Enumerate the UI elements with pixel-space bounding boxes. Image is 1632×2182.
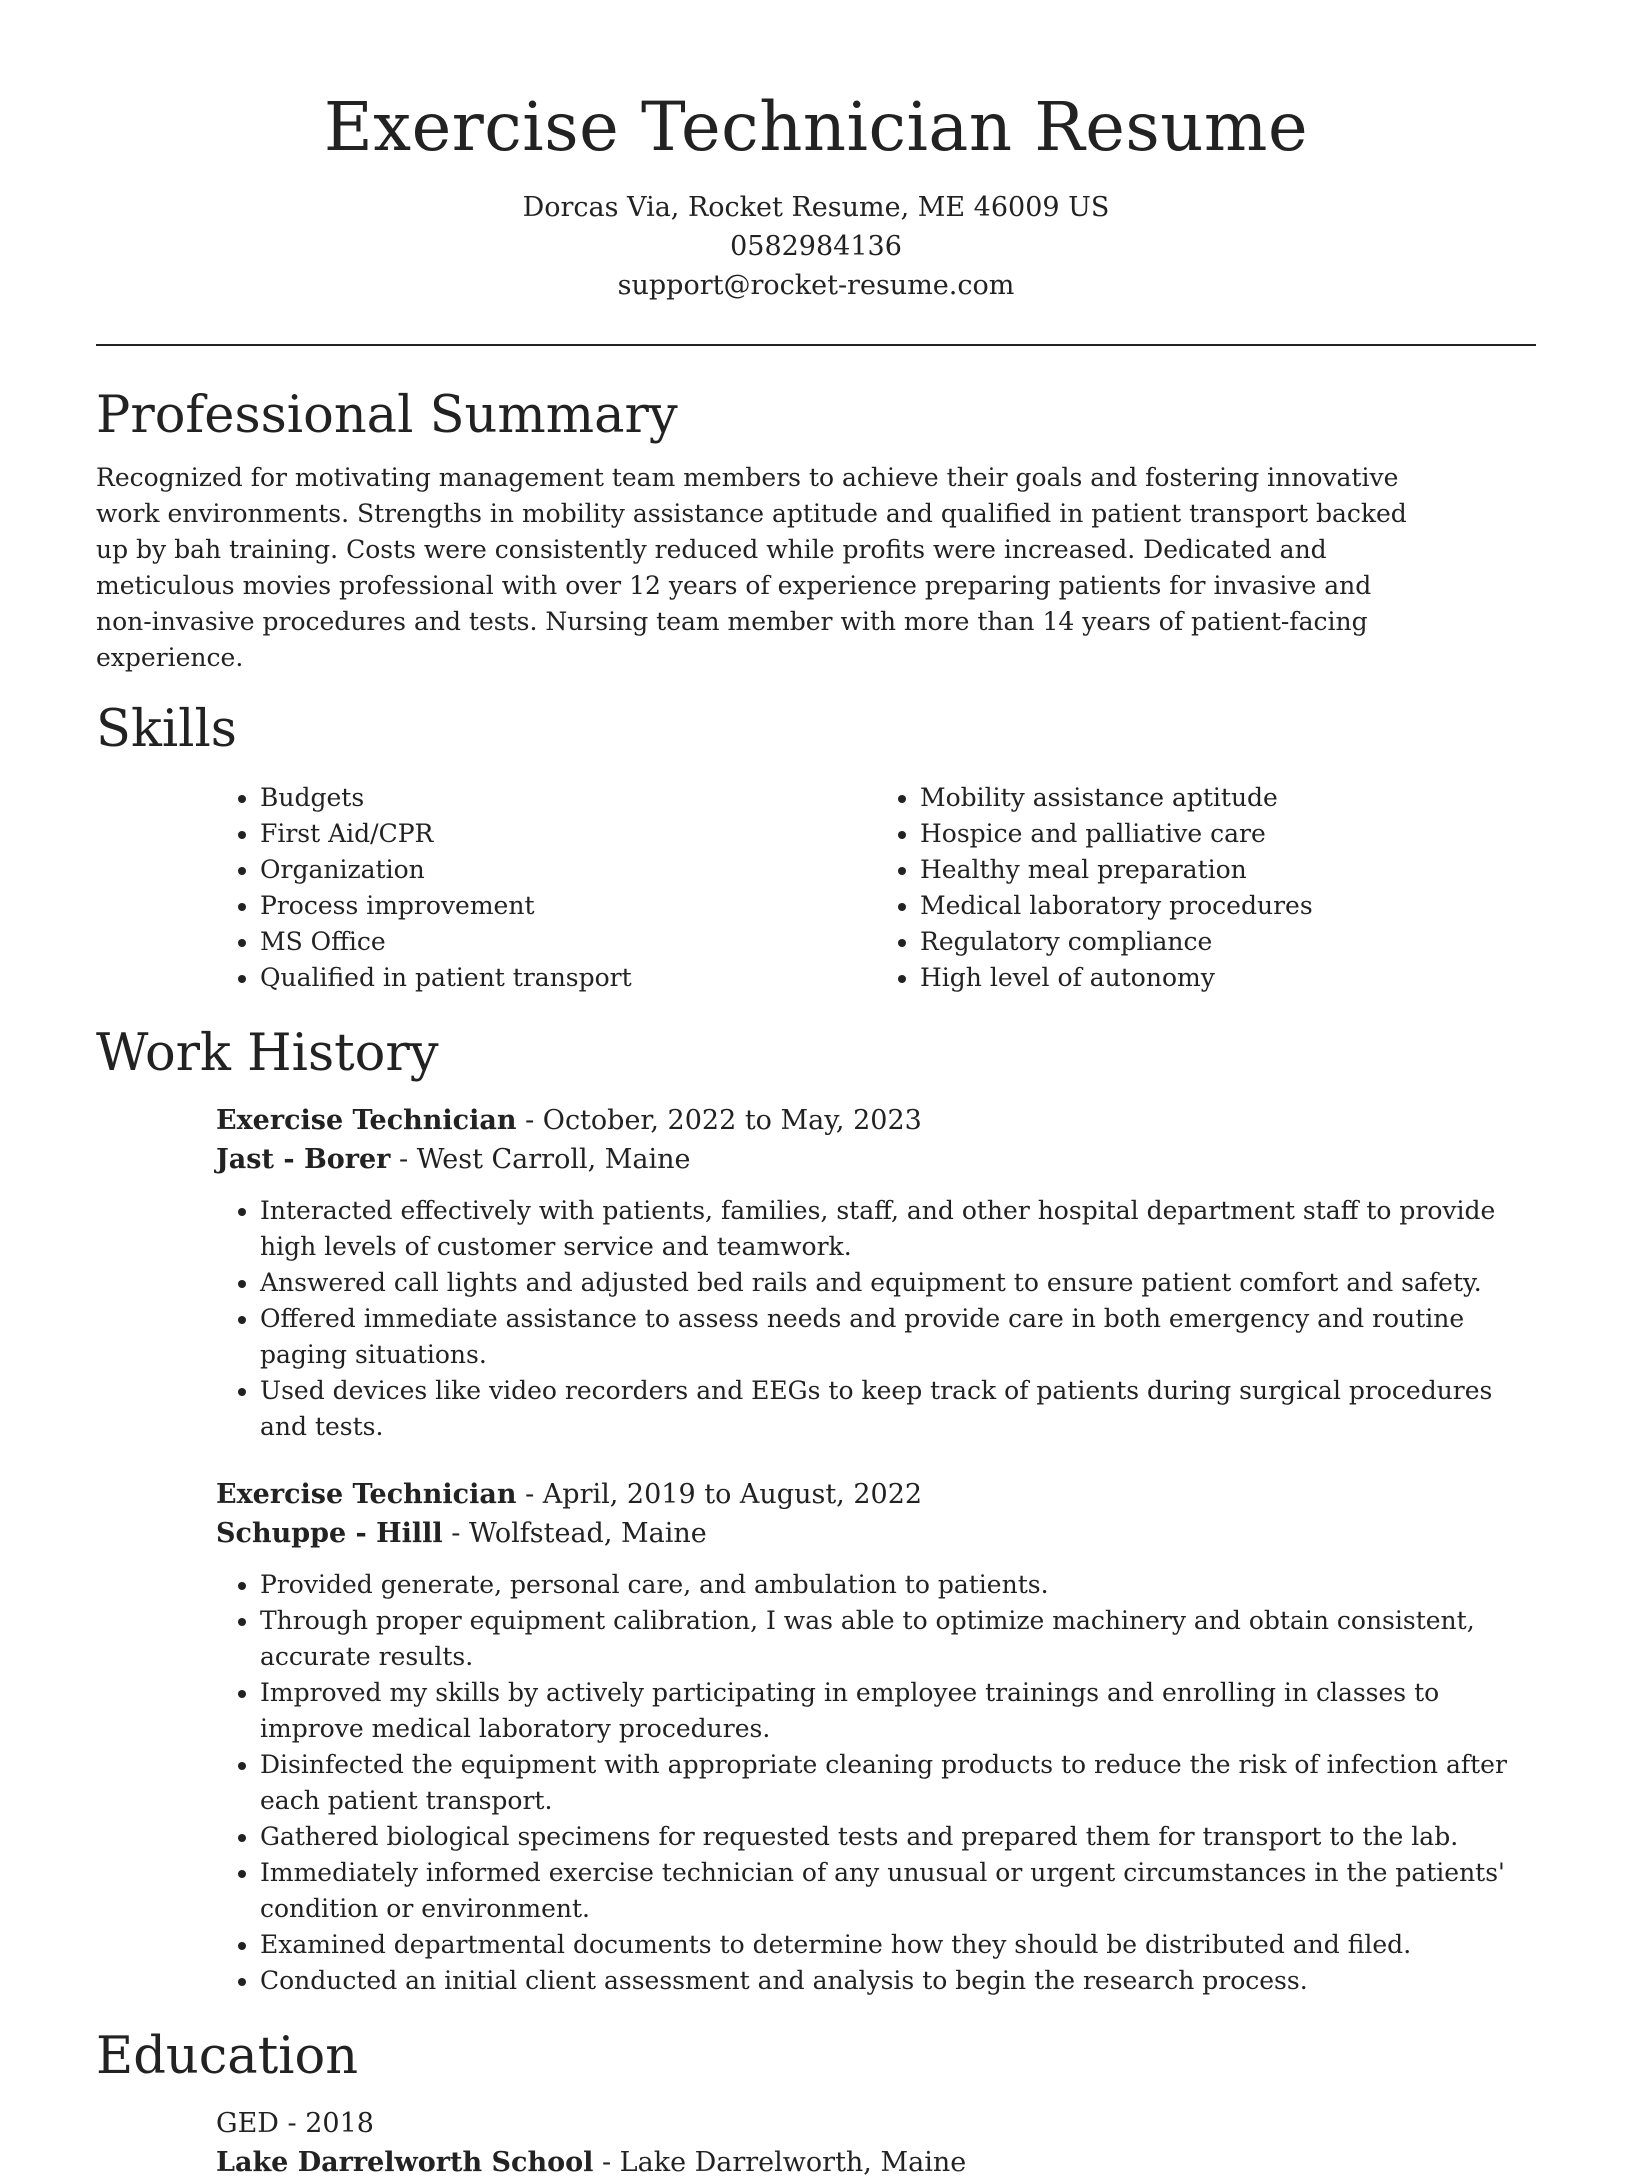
contact-phone: 0582984136 bbox=[730, 231, 902, 262]
education-location: - Lake Darrelworth, Maine bbox=[593, 2147, 967, 2178]
summary-text: Recognized for motivating management team members to achieve their goals and fostering innovative work environments. Strengths in mobility assistance aptitude and qualified in patient transport backed up by bah training. Costs were consistently reduced while profits were increased. Dedicated and meticulous movies professional with over 12 years of experience preparing patients for invasive and non-invasive procedures and tests. Nursing team member with more than 14 years of patient-facing experience. bbox=[96, 463, 1407, 672]
education-section bbox=[96, 2025, 1536, 2182]
skill-item: • Mobility assistance aptitude bbox=[920, 780, 1536, 816]
job-bullet: • Immediately informed exercise technician of any unusual or urgent circumstances in the patients' condition or environment. bbox=[260, 1855, 1536, 1927]
header-divider bbox=[96, 344, 1536, 346]
summary-section bbox=[96, 384, 1536, 676]
skill-item: • Budgets bbox=[260, 780, 876, 816]
job-company-line bbox=[216, 1140, 1536, 1179]
job-bullet: • Answered call lights and adjusted bed rails and equipment to ensure patient comfort and safety. bbox=[260, 1265, 1536, 1301]
job-bullet: • Disinfected the equipment with appropriate cleaning products to reduce the risk of infection after each patient transport. bbox=[260, 1747, 1536, 1819]
education-degree: GED bbox=[216, 2108, 279, 2139]
skill-item: • High level of autonomy bbox=[920, 960, 1536, 996]
skills-heading: Skills bbox=[96, 700, 237, 759]
job-bullets bbox=[216, 1193, 1536, 1445]
skill-item: • Hospice and palliative care bbox=[920, 816, 1536, 852]
summary-heading: Professional Summary bbox=[96, 386, 678, 445]
resume-page bbox=[96, 0, 1536, 2182]
job-bullet: • Provided generate, personal care, and ambulation to patients. bbox=[260, 1567, 1536, 1603]
contact-info bbox=[96, 188, 1536, 305]
skills-grid bbox=[216, 780, 1536, 996]
job-dates: - October, 2022 to May, 2023 bbox=[516, 1105, 922, 1136]
job-location: - Wolfstead, Maine bbox=[442, 1518, 707, 1549]
contact-address: Dorcas Via, Rocket Resume, ME 46009 US bbox=[522, 192, 1110, 223]
education-entry bbox=[216, 2104, 1536, 2182]
skill-item: • MS Office bbox=[260, 924, 876, 960]
job-bullet: • Conducted an initial client assessment and analysis to begin the research process. bbox=[260, 1963, 1536, 1999]
education-year: - 2018 bbox=[278, 2108, 374, 2139]
education-school-line bbox=[216, 2143, 1536, 2182]
contact-email: support@rocket-resume.com bbox=[617, 270, 1015, 301]
education-heading: Education bbox=[96, 2027, 359, 2086]
work-heading: Work History bbox=[96, 1024, 439, 1083]
skill-item: • Organization bbox=[260, 852, 876, 888]
job-bullet: • Used devices like video recorders and EEGs to keep track of patients during surgical procedures and tests. bbox=[260, 1373, 1536, 1445]
job-dates: - April, 2019 to August, 2022 bbox=[516, 1479, 923, 1510]
job-title-line bbox=[216, 1101, 1536, 1140]
work-section bbox=[96, 1022, 1536, 1999]
job-bullet: • Through proper equipment calibration, I was able to optimize machinery and obtain consistent, accurate results. bbox=[260, 1603, 1536, 1675]
job-bullet: • Offered immediate assistance to assess needs and provide care in both emergency and routine paging situations. bbox=[260, 1301, 1536, 1373]
resume-title: Exercise Technician Resume bbox=[323, 88, 1309, 166]
job-role: Exercise Technician bbox=[216, 1479, 517, 1510]
job-bullet: • Gathered biological specimens for requested tests and prepared them for transport to the lab. bbox=[260, 1819, 1536, 1855]
job-bullet: • Improved my skills by actively participating in employee trainings and enrolling in classes to improve medical laboratory procedures. bbox=[260, 1675, 1536, 1747]
job-bullet: • Interacted effectively with patients, families, staff, and other hospital department staff to provide high levels of customer service and teamwork. bbox=[260, 1193, 1536, 1265]
skill-item: • Process improvement bbox=[260, 888, 876, 924]
job-title-line bbox=[216, 1475, 1536, 1514]
skill-item: • Medical laboratory procedures bbox=[920, 888, 1536, 924]
skills-list-right bbox=[876, 780, 1536, 996]
job-role: Exercise Technician bbox=[216, 1105, 517, 1136]
skills-list-left bbox=[216, 780, 876, 996]
education-degree-line bbox=[216, 2104, 1536, 2143]
resume-header bbox=[96, 0, 1536, 305]
skill-item: • Qualified in patient transport bbox=[260, 960, 876, 996]
job-bullets bbox=[216, 1567, 1536, 1999]
job-entry bbox=[216, 1475, 1536, 1999]
job-company-line bbox=[216, 1514, 1536, 1553]
job-entry bbox=[216, 1101, 1536, 1445]
job-company: Jast - Borer bbox=[216, 1144, 391, 1175]
job-location: - West Carroll, Maine bbox=[390, 1144, 691, 1175]
skill-item: • First Aid/CPR bbox=[260, 816, 876, 852]
job-bullet: • Examined departmental documents to determine how they should be distributed and filed. bbox=[260, 1927, 1536, 1963]
skill-item: • Regulatory compliance bbox=[920, 924, 1536, 960]
job-company: Schuppe - Hilll bbox=[216, 1518, 443, 1549]
skills-section bbox=[96, 698, 1536, 996]
skill-item: • Healthy meal preparation bbox=[920, 852, 1536, 888]
education-school: Lake Darrelworth School bbox=[216, 2147, 594, 2178]
